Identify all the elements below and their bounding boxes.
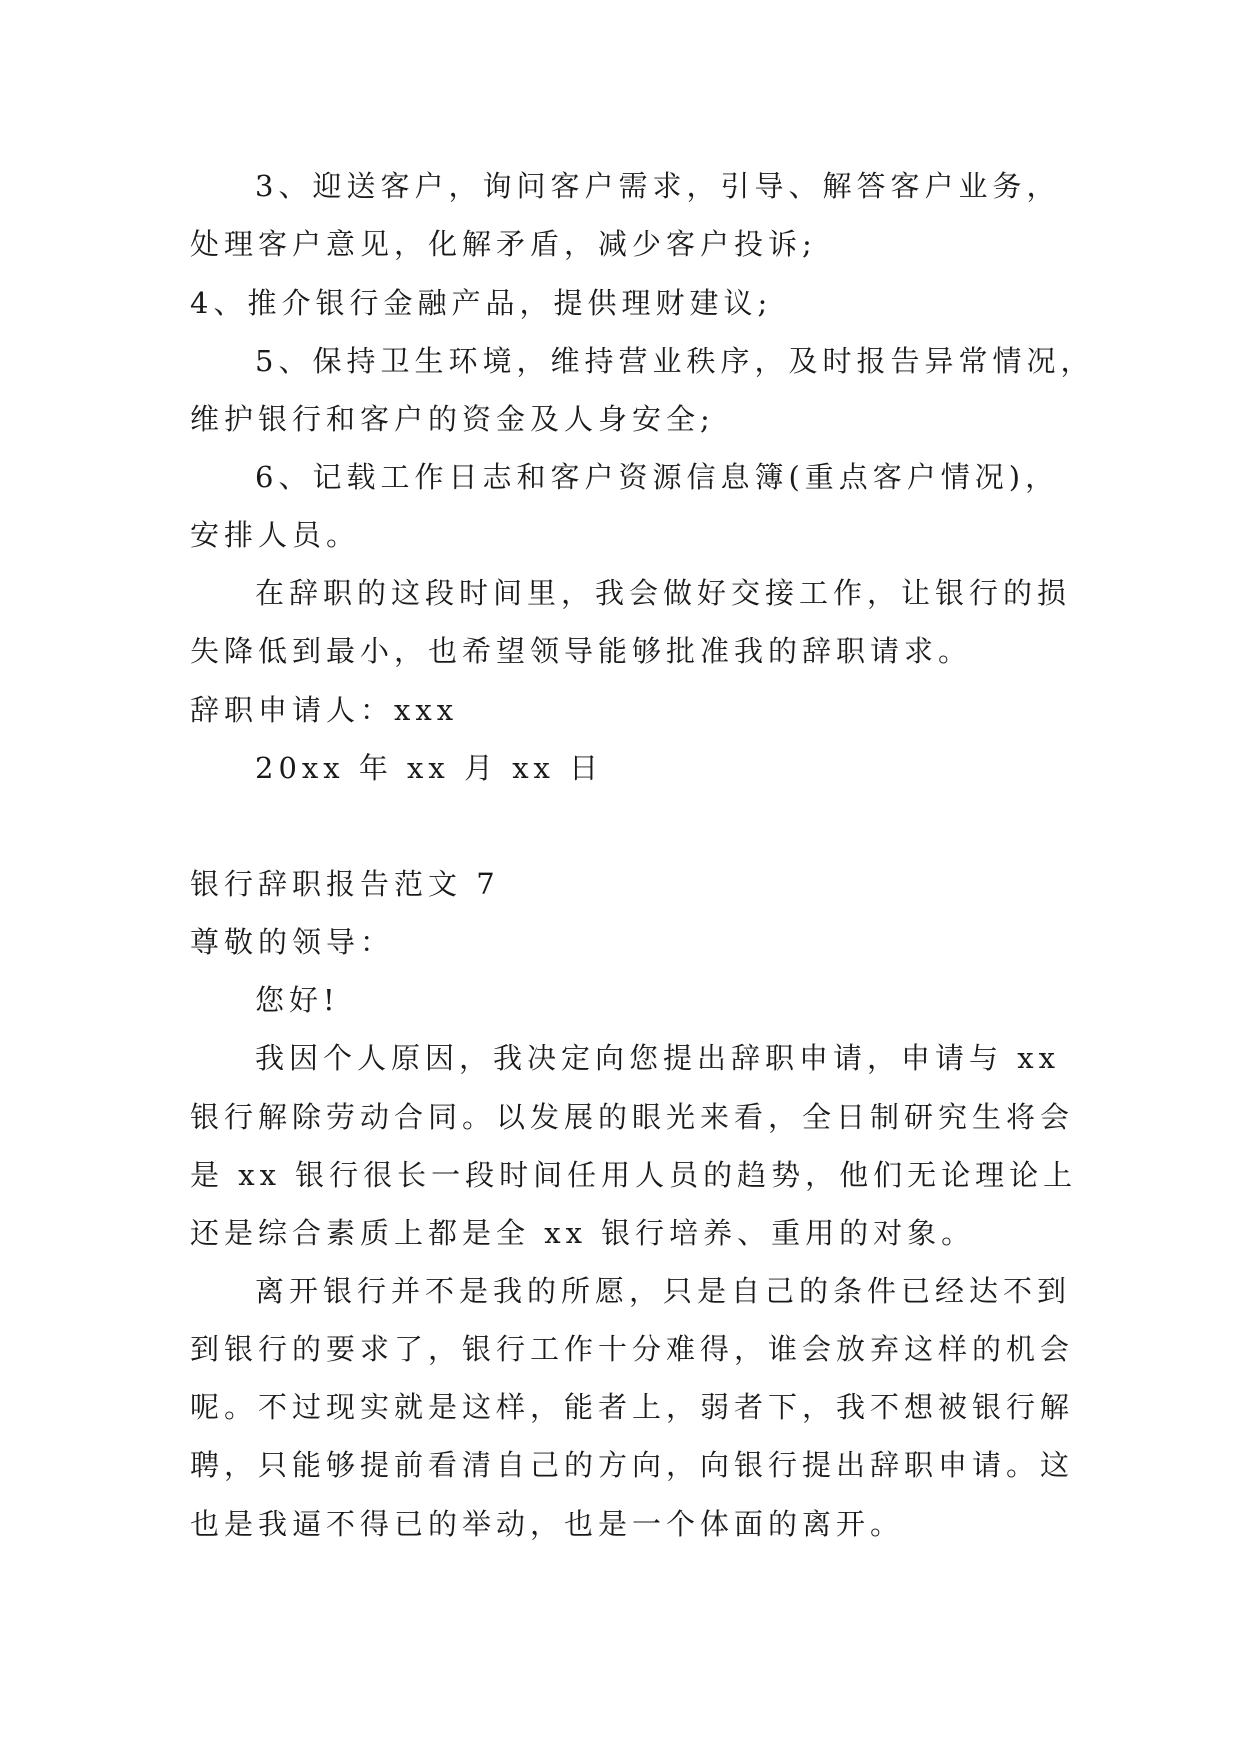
paragraph-line: 我因个人原因，我决定向您提出辞职申请，申请与 xx (255, 1041, 1060, 1075)
paragraph-line: 银行解除劳动合同。以发展的眼光来看，全日制研究生将会 (190, 1100, 1075, 1134)
paragraph-line: 在辞职的这段时间里，我会做好交接工作，让银行的损 (255, 576, 1072, 610)
paragraph-line: 安排人员。 (190, 518, 361, 552)
paragraph-line: 4、推介银行金融产品，提供理财建议; (190, 286, 773, 320)
paragraph-line: 5、保持卫生环境，维持营业秩序，及时报告异常情况， (255, 344, 1095, 378)
signature-label: 辞职申请人：xxx (190, 693, 459, 727)
paragraph-line: 维护银行和客户的资金及人身安全; (190, 402, 715, 436)
greeting: 您好! (255, 983, 340, 1017)
paragraph-line: 也是我逼不得已的举动，也是一个体面的离开。 (190, 1507, 905, 1541)
paragraph-line: 处理客户意见，化解矛盾，减少客户投诉; (190, 227, 817, 261)
salutation: 尊敬的领导： (190, 925, 395, 959)
section-title: 银行辞职报告范文 7 (190, 867, 500, 901)
paragraph-line: 6、记载工作日志和客户资源信息簿(重点客户情况)， (255, 460, 1060, 494)
paragraph-line: 到银行的要求了，银行工作十分难得，谁会放弃这样的机会 (190, 1332, 1075, 1366)
paragraph-line: 失降低到最小，也希望领导能够批准我的辞职请求。 (190, 634, 973, 668)
paragraph-line: 是 xx 银行很长一段时间任用人员的趋势，他们无论理论上 (190, 1158, 1078, 1192)
paragraph-line: 3、迎送客户，询问客户需求，引导、解答客户业务， (255, 169, 1061, 203)
paragraph-line: 离开银行并不是我的所愿，只是自己的条件已经达不到 (255, 1274, 1072, 1308)
paragraph-line: 聘，只能够提前看清自己的方向，向银行提出辞职申请。这 (190, 1448, 1075, 1482)
date-line: 20xx 年 xx 月 xx 日 (255, 751, 604, 785)
paragraph-line: 还是综合素质上都是全 xx 银行培养、重用的对象。 (190, 1216, 976, 1250)
paragraph-line: 呢。不过现实就是这样，能者上，弱者下，我不想被银行解 (190, 1390, 1075, 1424)
